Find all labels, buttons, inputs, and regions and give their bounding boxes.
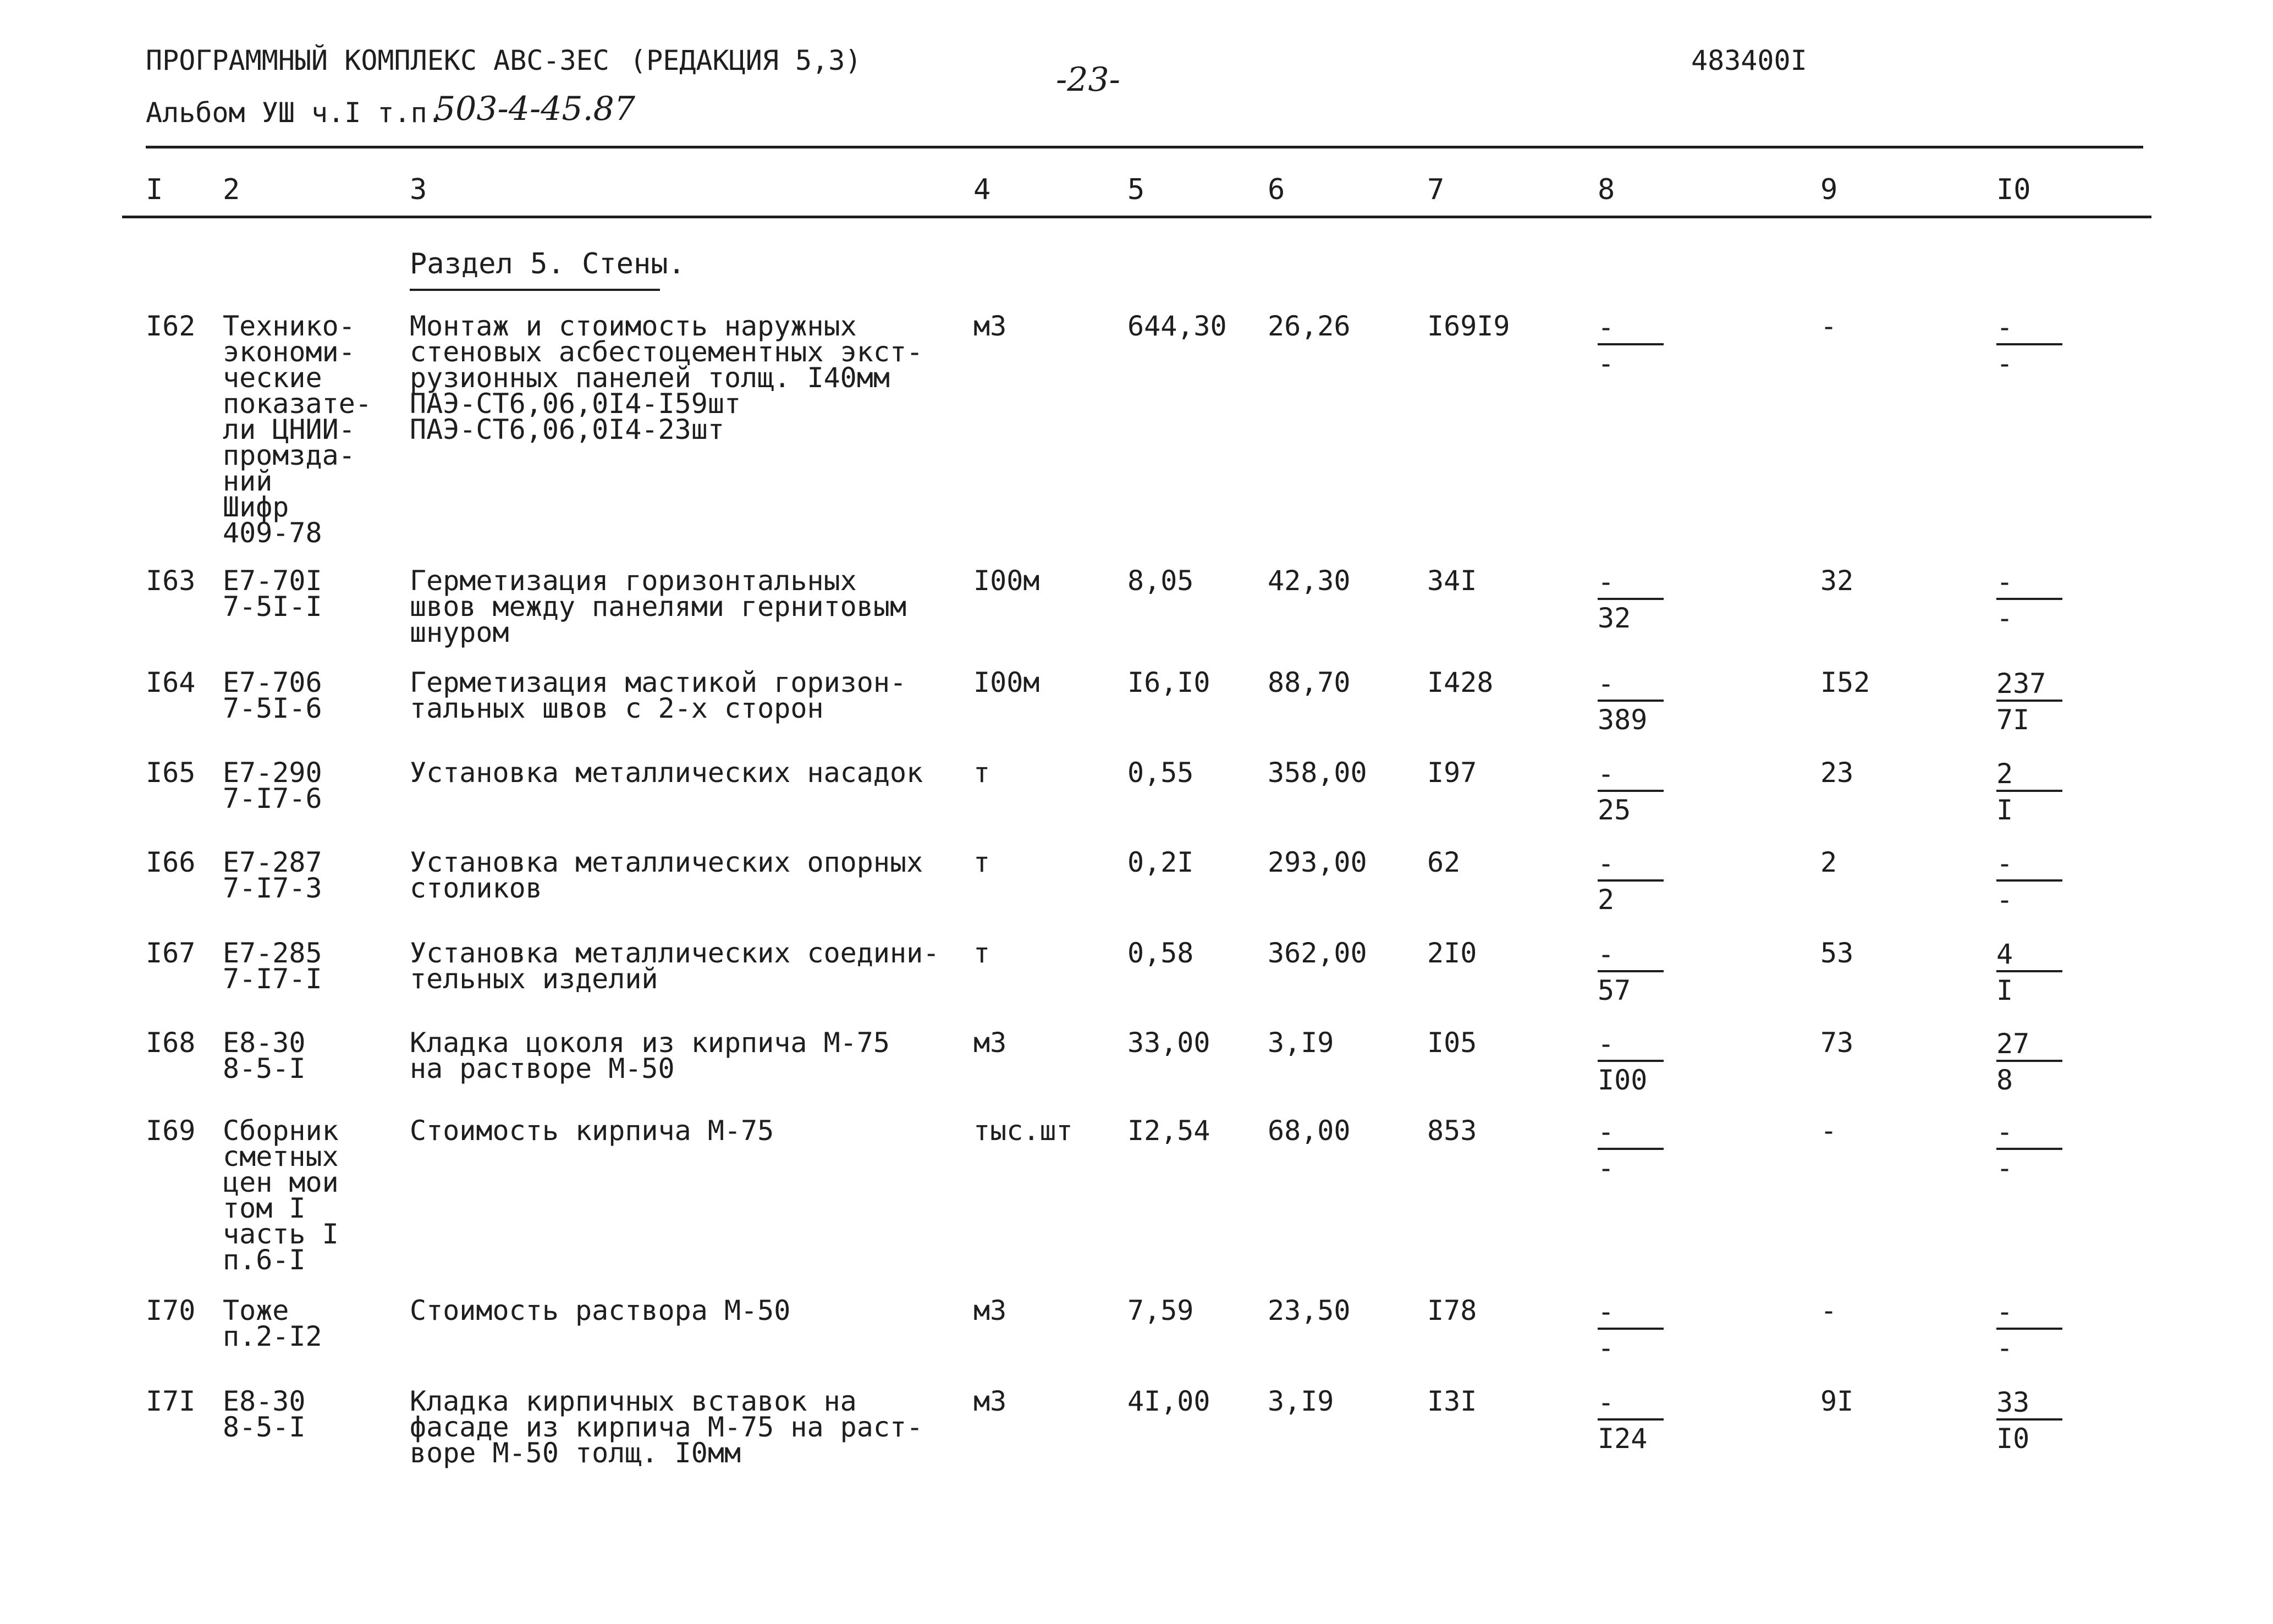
row-col9: 53 — [1820, 937, 1854, 969]
row-number: I67 — [146, 937, 196, 969]
column-header-7: 7 — [1427, 173, 1445, 206]
row-unit-price: 26,26 — [1268, 310, 1351, 342]
row-col9: 73 — [1820, 1027, 1854, 1059]
row-col9: 23 — [1820, 757, 1854, 789]
row-description: Герметизация мастикой горизон- тальных швов с 2-х сторон — [410, 667, 907, 724]
row-reference: Е7-706 7-5I-6 — [223, 667, 322, 724]
row-col10-fraction — [1996, 1030, 2068, 1094]
row-reference: Е8-30 8-5-I — [223, 1385, 306, 1443]
row-quantity: 0,2I — [1127, 846, 1194, 878]
row-unit: т — [973, 937, 990, 969]
row-total: 62 — [1427, 846, 1461, 878]
col10-denominator: I — [1996, 975, 2013, 1006]
row-quantity: 4I,00 — [1127, 1385, 1210, 1417]
row-number: I64 — [146, 667, 196, 698]
row-total: I428 — [1427, 667, 1494, 698]
col10-numerator: - — [1996, 1296, 2013, 1328]
row-quantity: 7,59 — [1127, 1295, 1194, 1326]
col8-denominator: - — [1598, 348, 1615, 379]
column-header-10: I0 — [1996, 173, 2031, 206]
row-description: Кладка цоколя из кирпича М-75 на растворе М-50 — [410, 1027, 890, 1084]
col10-denominator: - — [1996, 1332, 2013, 1364]
column-header-1: I — [146, 173, 163, 206]
section-title: Раздел 5. Стены. — [410, 247, 685, 280]
row-total: 34I — [1427, 565, 1477, 597]
col8-numerator: - — [1598, 1386, 1615, 1418]
row-reference: Е8-30 8-5-I — [223, 1027, 306, 1084]
col8-denominator: I24 — [1598, 1423, 1648, 1455]
col10-numerator: 27 — [1996, 1028, 2030, 1060]
col10-denominator: - — [1996, 1152, 2013, 1184]
row-number: I70 — [146, 1295, 196, 1326]
col8-denominator: 2 — [1598, 884, 1615, 916]
row-col10-fraction — [1996, 847, 2068, 916]
row-unit: тыс.шт — [973, 1115, 1073, 1147]
row-unit: м3 — [973, 1027, 1007, 1059]
col10-denominator: - — [1996, 884, 2013, 916]
row-col8-fraction — [1598, 847, 1669, 916]
row-reference: Сборник сметных цен мои том I часть I п.6-I — [223, 1115, 339, 1276]
column-header-5: 5 — [1127, 173, 1145, 206]
row-description: Установка металлических насадок — [410, 757, 923, 789]
row-col10-fraction — [1996, 940, 2068, 1004]
row-number: I7I — [146, 1385, 196, 1417]
row-unit-price: 3,I9 — [1268, 1027, 1334, 1059]
row-col8-fraction — [1598, 1030, 1669, 1094]
row-total: I97 — [1427, 757, 1477, 789]
row-reference: Тоже п.2-I2 — [223, 1295, 322, 1352]
row-reference: Е7-285 7-I7-I — [223, 937, 322, 995]
edition-label: (РЕДАКЦИЯ 5,3) — [630, 45, 862, 76]
row-col9: 32 — [1820, 565, 1854, 597]
row-col10-fraction — [1996, 313, 2068, 377]
row-col9: - — [1820, 1115, 1837, 1147]
col10-denominator: 7I — [1996, 704, 2030, 736]
col8-numerator: - — [1598, 758, 1615, 790]
row-description: Стоимость раствора М-50 — [410, 1295, 791, 1326]
col8-denominator: 57 — [1598, 975, 1631, 1006]
row-col8-fraction — [1598, 1118, 1669, 1182]
row-unit-price: 42,30 — [1268, 565, 1351, 597]
col10-denominator: I — [1996, 794, 2013, 826]
row-quantity: 0,58 — [1127, 937, 1194, 969]
row-description: Установка металлических соедини- тельных изделий — [410, 937, 940, 995]
col10-denominator: - — [1996, 602, 2013, 634]
col10-numerator: - — [1996, 566, 2013, 598]
column-header-3: 3 — [410, 173, 427, 206]
col8-numerator: - — [1598, 1116, 1615, 1148]
col8-denominator: - — [1598, 1152, 1615, 1184]
row-number: I63 — [146, 565, 196, 597]
row-description: Монтаж и стоимость наружных стеновых асбестоцементных экст- рузионных панелей толщ. I40мм ПАЭ-СТ6,06,0I4-I59шт ПАЭ-СТ6,06,0I4-23шт — [410, 310, 923, 445]
row-col10-fraction — [1996, 1386, 2068, 1455]
program-title: ПРОГРАММНЫЙ КОМПЛЕКС АВС-ЗЕС — [146, 45, 609, 76]
row-description: Установка металлических опорных столиков — [410, 846, 923, 904]
row-col9: 9I — [1820, 1385, 1854, 1417]
row-col10-fraction — [1996, 670, 2068, 734]
row-quantity: 33,00 — [1127, 1027, 1210, 1059]
row-col8-fraction — [1598, 940, 1669, 1004]
col10-numerator: - — [1996, 311, 2013, 343]
col8-denominator: 25 — [1598, 794, 1631, 826]
col10-numerator: - — [1996, 1116, 2013, 1148]
col10-numerator: - — [1996, 847, 2013, 879]
row-number: I62 — [146, 310, 196, 342]
header-top-rule — [146, 146, 2143, 148]
row-quantity: I6,I0 — [1127, 667, 1210, 698]
row-col9: - — [1820, 1295, 1837, 1326]
row-unit: I00м — [973, 667, 1040, 698]
col10-numerator: 2 — [1996, 758, 2013, 790]
col10-numerator: 237 — [1996, 668, 2046, 700]
row-col10-fraction — [1996, 760, 2068, 824]
column-header-4: 4 — [973, 173, 991, 206]
row-unit-price: 358,00 — [1268, 757, 1367, 789]
row-col10-fraction — [1996, 1298, 2068, 1362]
row-unit: т — [973, 757, 990, 789]
document-code: 483400I — [1691, 45, 1807, 76]
row-total: I69I9 — [1427, 310, 1510, 342]
row-col8-fraction — [1598, 1386, 1669, 1455]
row-unit-price: 293,00 — [1268, 846, 1367, 878]
row-description: Стоимость кирпича М-75 — [410, 1115, 774, 1147]
col8-numerator: - — [1598, 311, 1615, 343]
row-quantity: I2,54 — [1127, 1115, 1210, 1147]
row-total: 853 — [1427, 1115, 1477, 1147]
header-bottom-rule — [122, 216, 2151, 218]
album-handwritten-number: 503-4-45.87 — [434, 90, 636, 128]
section-title-underline — [410, 289, 660, 291]
row-unit-price: 68,00 — [1268, 1115, 1351, 1147]
row-total: I3I — [1427, 1385, 1477, 1417]
row-unit: м3 — [973, 1295, 1007, 1326]
col8-denominator: - — [1598, 1332, 1615, 1364]
col8-numerator: - — [1598, 847, 1615, 879]
column-header-9: 9 — [1820, 173, 1838, 206]
row-col9: - — [1820, 310, 1837, 342]
row-col8-fraction — [1598, 1298, 1669, 1362]
row-description: Кладка кирпичных вставок на фасаде из кирпича М-75 на раст- воре М-50 толщ. I0мм — [410, 1385, 923, 1469]
col8-numerator: - — [1598, 1028, 1615, 1060]
row-number: I66 — [146, 846, 196, 878]
row-unit-price: 362,00 — [1268, 937, 1367, 969]
col8-numerator: - — [1598, 1296, 1615, 1328]
row-quantity: 8,05 — [1127, 565, 1194, 597]
row-quantity: 644,30 — [1127, 310, 1227, 342]
row-col9: I52 — [1820, 667, 1870, 698]
album-label: Альбом УШ ч.I т.п. — [146, 97, 444, 129]
col10-denominator: - — [1996, 348, 2013, 379]
row-unit: т — [973, 846, 990, 878]
row-description: Герметизация горизонтальных швов между панелями гернитовым шнуром — [410, 565, 907, 648]
col8-denominator: 32 — [1598, 602, 1631, 634]
row-col9: 2 — [1820, 846, 1837, 878]
col8-numerator: - — [1598, 668, 1615, 700]
col10-numerator: 33 — [1996, 1386, 2030, 1418]
col10-numerator: 4 — [1996, 938, 2013, 970]
row-quantity: 0,55 — [1127, 757, 1194, 789]
column-header-6: 6 — [1268, 173, 1285, 206]
col8-numerator: - — [1598, 938, 1615, 970]
row-number: I68 — [146, 1027, 196, 1059]
row-number: I69 — [146, 1115, 196, 1147]
row-number: I65 — [146, 757, 196, 789]
row-unit: м3 — [973, 310, 1007, 342]
row-reference: Е7-287 7-I7-3 — [223, 846, 322, 904]
column-header-2: 2 — [223, 173, 240, 206]
col8-denominator: 389 — [1598, 704, 1648, 736]
row-unit: I00м — [973, 565, 1040, 597]
row-unit-price: 23,50 — [1268, 1295, 1351, 1326]
row-col8-fraction — [1598, 760, 1669, 824]
col10-denominator: I0 — [1996, 1423, 2030, 1455]
col8-numerator: - — [1598, 566, 1615, 598]
row-reference: Е7-290 7-I7-6 — [223, 757, 322, 814]
row-total: I78 — [1427, 1295, 1477, 1326]
row-unit-price: 3,I9 — [1268, 1385, 1334, 1417]
row-unit-price: 88,70 — [1268, 667, 1351, 698]
column-header-8: 8 — [1598, 173, 1615, 206]
page-number: -23- — [1056, 60, 1120, 99]
row-unit: м3 — [973, 1385, 1007, 1417]
row-col8-fraction — [1598, 568, 1669, 632]
col10-denominator: 8 — [1996, 1064, 2013, 1096]
row-reference: Технико- экономи- ческие показате- ли ЦНИИ- промзда- ний Шифр 409-78 — [223, 310, 372, 549]
row-col10-fraction — [1996, 1118, 2068, 1182]
row-reference: Е7-70I 7-5I-I — [223, 565, 322, 623]
col8-denominator: I00 — [1598, 1064, 1648, 1096]
row-col8-fraction — [1598, 670, 1669, 734]
row-col10-fraction — [1996, 568, 2068, 632]
row-col8-fraction — [1598, 313, 1669, 377]
row-total: 2I0 — [1427, 937, 1477, 969]
row-total: I05 — [1427, 1027, 1477, 1059]
